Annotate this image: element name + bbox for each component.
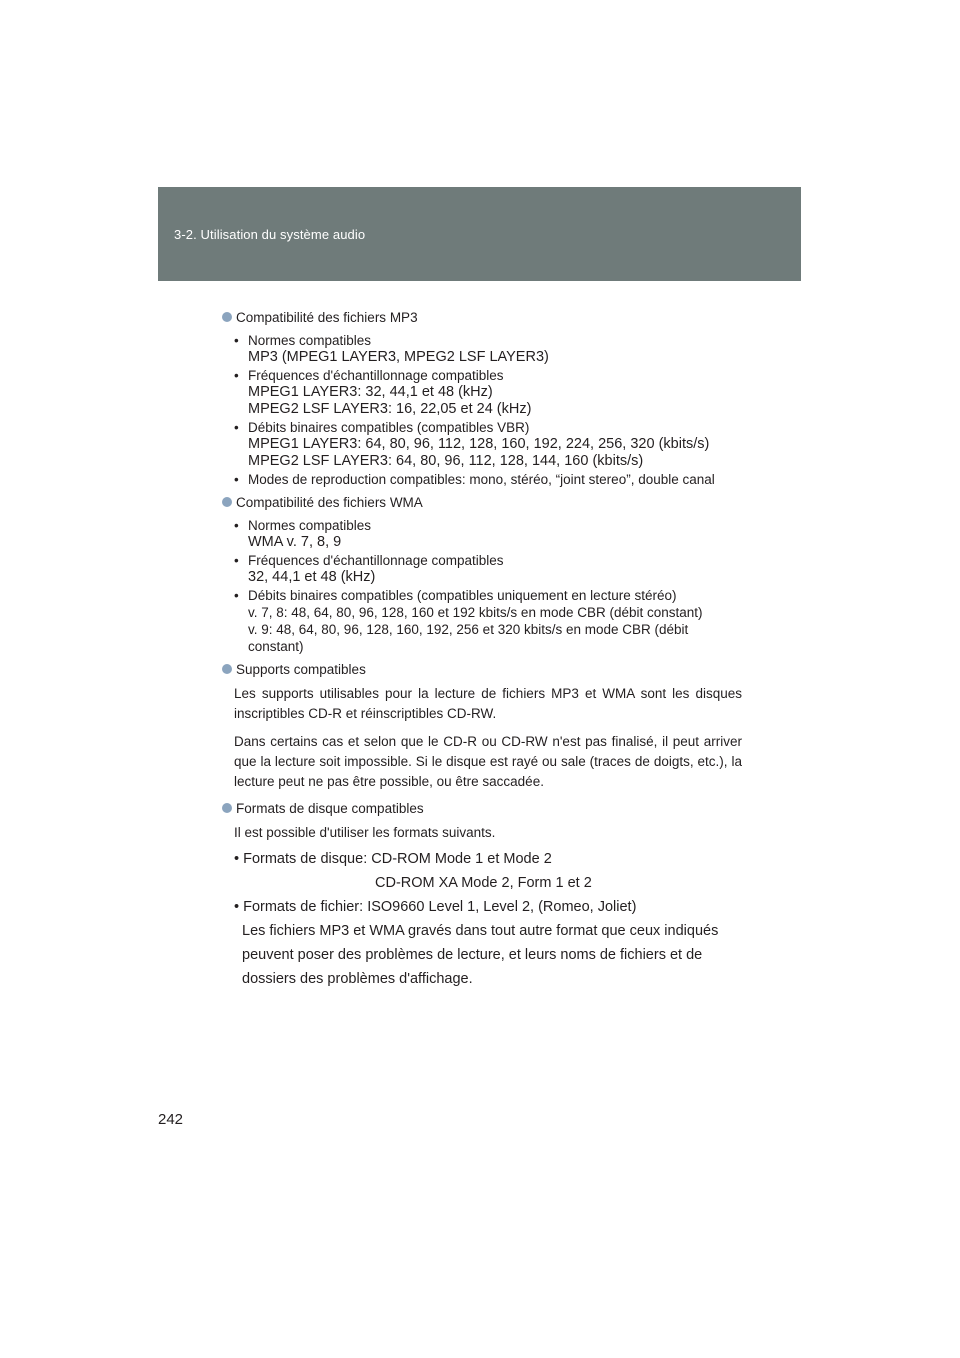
section-heading: Formats de disque compatibles: [222, 800, 742, 817]
formats-note: Les fichiers MP3 et WMA gravés dans tout autre format que ceux indiqués peuvent poser des problèmes de lecture, et leurs noms de fichiers et de dossiers des problèmes d'affichage.: [242, 923, 719, 987]
list-item: • Débits binaires compatibles (compatibles uniquement en lecture stéréo) v. 7, 8: 48, 64, 80, 96, 128, 160 et 192 kbits/s en mode CBR (débit constant) v. 9: 48, 64, 80, 96, 128, 160, 192, 256 et 320 kbits/s en mode CBR (débit constant): [234, 588, 703, 654]
bullet-icon: •: [234, 368, 239, 383]
paragraph: Il est possible d'utiliser les formats suivants.: [234, 825, 496, 840]
section-heading: Supports compatibles: [222, 661, 742, 678]
section-heading: Compatibilité des fichiers WMA: [222, 494, 742, 511]
section-header: [158, 187, 801, 281]
bullet-icon: •: [234, 518, 239, 533]
disc-formats-row: CD-ROM XA Mode 2, Form 1 et 2: [375, 875, 592, 891]
file-formats-row: • Formats de fichier: ISO9660 Level 1, Level 2, (Romeo, Joliet): [234, 899, 637, 915]
list-item: • Modes de reproduction compatibles: mono, stéréo, “joint stereo”, double canal: [234, 472, 715, 487]
list-item: • Fréquences d'échantillonnage compatibles 32, 44,1 et 48 (kHz): [234, 553, 504, 585]
list-item: • Fréquences d'échantillonnage compatibles MPEG1 LAYER3: 32, 44,1 et 48 (kHz) MPEG2 LSF LAYER3: 16, 22,05 et 24 (kHz): [234, 368, 532, 417]
bullet-dot-icon: [222, 803, 232, 813]
section-mp3: [222, 309, 742, 488]
section-wma: [222, 494, 742, 655]
list-item: • Normes compatibles WMA v. 7, 8, 9: [234, 518, 372, 550]
bullet-icon: •: [234, 553, 239, 568]
formats-block: [222, 847, 742, 991]
section-supports: [222, 661, 742, 792]
bullet-dot-icon: [222, 664, 232, 674]
page-content: [222, 309, 742, 991]
bullet-icon: •: [234, 588, 239, 603]
bullet-icon: •: [234, 472, 239, 487]
section-title: 3-2. Utilisation du système audio: [174, 227, 366, 242]
list-item: • Débits binaires compatibles (compatibles VBR) MPEG1 LAYER3: 64, 80, 96, 112, 128, 160, 192, 224, 256, 320 (kbits/s) MPEG2 LSF LAYER3: 64, 80, 96, 112, 128, 144, 160 (kbits/s): [234, 420, 710, 469]
bullet-icon: •: [234, 333, 239, 348]
bullet-dot-icon: [222, 497, 232, 507]
bullet-icon: •: [234, 420, 239, 435]
paragraph: Les supports utilisables pour la lecture de fichiers MP3 et WMA sont les disques inscriptibles CD-R et réinscriptibles CD-RW.: [234, 686, 742, 721]
bullet-dot-icon: [222, 312, 232, 322]
section-formats: [222, 800, 742, 991]
page-number: 242: [158, 1111, 184, 1128]
paragraph: Dans certains cas et selon que le CD-R ou CD-RW n'est pas finalisé, il peut arriver que la lecture soit impossible. Si le disque est rayé ou sale (traces de doigts, etc.), la lecture peut ne pas être possible, ou être saccadée.: [234, 734, 742, 789]
disc-formats-row: • Formats de disque: CD-ROM Mode 1 et Mode 2: [234, 851, 552, 867]
list-item: • Normes compatibles MP3 (MPEG1 LAYER3, MPEG2 LSF LAYER3): [234, 333, 549, 365]
section-heading: Compatibilité des fichiers MP3: [222, 309, 742, 326]
